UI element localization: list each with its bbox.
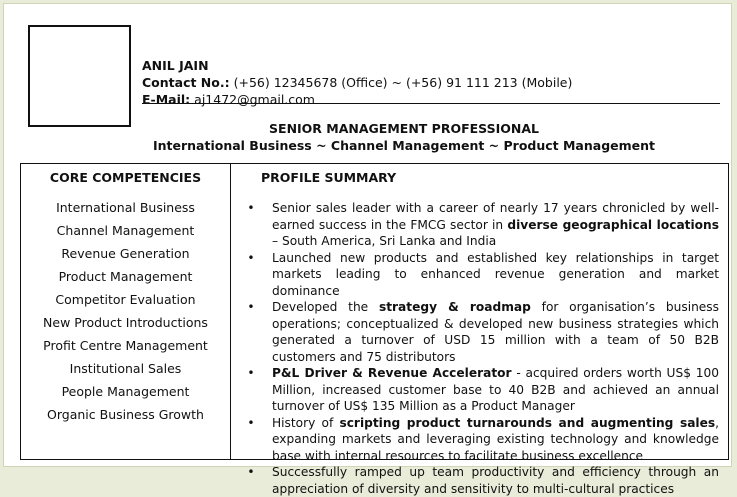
competency-item: Competitor Evaluation <box>55 292 196 307</box>
summary-text: , expanding markets and leveraging existing technology and knowledge base with internal resources to facilitate business excellence <box>272 415 719 463</box>
summary-emphasis: strategy & roadmap <box>378 300 531 314</box>
competency-item: Institutional Sales <box>69 361 182 376</box>
content-table <box>20 163 729 496</box>
professional-title <box>104 120 704 154</box>
competency-item: Profit Centre Management <box>43 338 208 353</box>
competency-item: Channel Management <box>56 223 195 238</box>
contact-label: Contact No.: <box>142 75 230 90</box>
summary-text: Launched new products and established key relationships in target markets leading to enhanced revenue generation and market dominance <box>272 250 719 298</box>
competency-item: Organic Business Growth <box>47 407 204 422</box>
competencies-heading: CORE COMPETENCIES <box>49 170 202 185</box>
summary-list <box>245 200 719 497</box>
summary-text: Developed the <box>272 300 379 314</box>
competency-item: Revenue Generation <box>61 246 190 261</box>
title-main: SENIOR MANAGEMENT PROFESSIONAL <box>269 121 539 136</box>
contact-value: (+56) 12345678 (Office) ~ (+56) 91 111 213 (Mobile) <box>233 75 573 90</box>
contact-header <box>142 57 572 108</box>
summary-item <box>245 415 719 465</box>
bullet-icon: • <box>247 250 255 265</box>
email-line <box>142 91 572 108</box>
summary-emphasis: diverse geographical locations <box>507 217 719 232</box>
summary-heading: PROFILE SUMMARY <box>261 170 397 185</box>
bullet-icon: • <box>247 201 255 215</box>
summary-text: Successfully ramped up team productivity and efficiency through an appreciation of diversity and sensitivity to multi-cultural practices <box>272 465 719 496</box>
competencies-list <box>21 200 230 430</box>
summary-text: – South America, Sri Lanka and India <box>272 234 497 248</box>
summary-item <box>245 464 719 497</box>
profile-summary-column <box>245 164 719 497</box>
competency-item: International Business <box>56 200 195 215</box>
photo-placeholder <box>28 25 131 127</box>
core-competencies-column <box>21 164 230 430</box>
bullet-icon: • <box>247 300 255 314</box>
summary-emphasis: P&L Driver & Revenue Accelerator <box>272 366 512 380</box>
bullet-icon: • <box>247 366 255 380</box>
summary-text: History of <box>272 415 340 430</box>
summary-item <box>245 299 719 365</box>
title-sub: International Business ~ Channel Management ~ Product Management <box>152 138 656 153</box>
summary-text: Senior sales leader with a career of nearly 17 years chronicled by well-earned success in the FMCG sector in <box>272 201 719 232</box>
summary-emphasis: scripting product turnarounds and augmenting sales <box>339 415 716 430</box>
bullet-icon: • <box>247 415 255 430</box>
competency-item: People Management <box>61 384 190 399</box>
email-label: E-Mail: <box>142 92 191 107</box>
summary-item <box>245 200 719 250</box>
resume-page <box>3 3 732 496</box>
summary-item <box>245 250 719 300</box>
column-divider <box>230 164 231 459</box>
summary-text: for organisation’s business operations; conceptualized & developed new business strategies which generated a turnover of USD 15 million with a team of 50 B2B customers and 75 distributors <box>272 300 720 364</box>
summary-text: - acquired orders worth US$ 100 Million, increased customer base to 40 B2B and achieved an annual turnover of US$ 135 Million as a Product Manager <box>272 366 720 413</box>
candidate-name: ANIL JAIN <box>142 58 209 73</box>
contact-line <box>142 74 572 91</box>
summary-item <box>245 365 719 415</box>
email-value: aj1472@gmail.com <box>194 92 315 107</box>
competency-item: Product Management <box>58 269 193 284</box>
header-divider <box>142 103 720 104</box>
bullet-icon: • <box>247 465 255 479</box>
competency-item: New Product Introductions <box>43 315 208 330</box>
